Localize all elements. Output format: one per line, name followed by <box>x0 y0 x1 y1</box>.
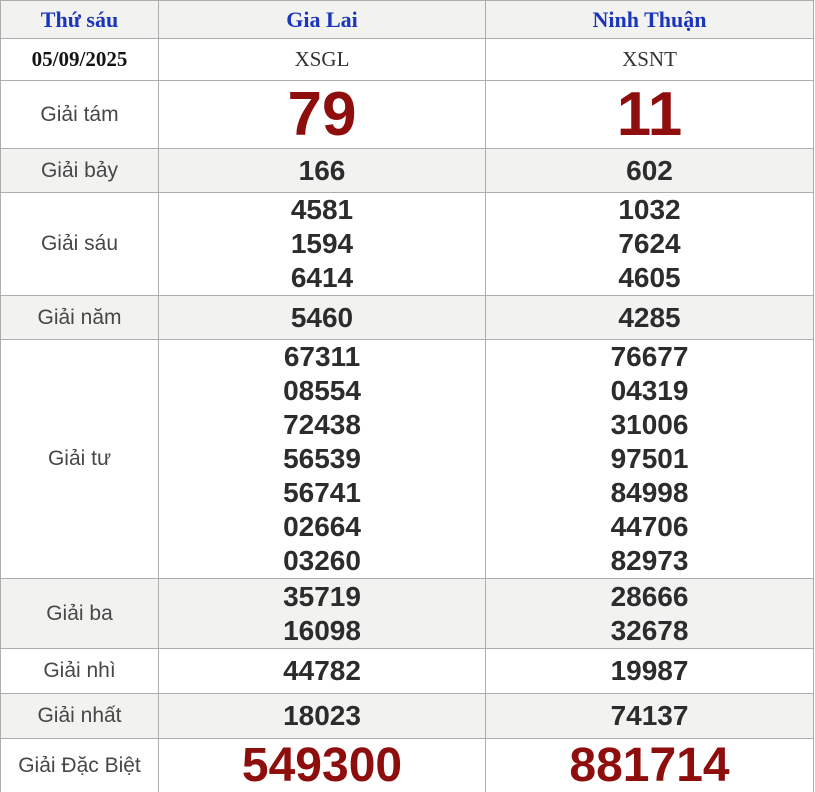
prize-number: 166 <box>298 154 346 186</box>
prize-values-gia-lai <box>159 193 486 296</box>
prize-number: 28666 <box>610 580 689 612</box>
prize-label: Giải nhì <box>1 649 159 694</box>
table-subheader-row <box>1 39 814 81</box>
prize-number: 03260 <box>283 545 361 576</box>
prize-values-gia-lai <box>159 149 486 193</box>
prize-values-ninh-thuan <box>486 579 814 649</box>
prize-number: 97501 <box>610 443 689 474</box>
station-code-xsgl: XSGL <box>159 39 486 81</box>
station-header-gia-lai: Gia Lai <box>159 1 486 39</box>
prize-row-sixth <box>1 193 814 296</box>
prize-number: 4605 <box>618 262 681 293</box>
prize-values-ninh-thuan <box>486 193 814 296</box>
prize-values-gia-lai <box>159 579 486 649</box>
prize-row-fifth <box>1 296 814 340</box>
prize-number: 1594 <box>290 228 354 259</box>
prize-number: 1032 <box>618 194 681 225</box>
prize-number: 35719 <box>283 580 361 612</box>
prize-label: Giải tư <box>1 340 159 579</box>
prize-label: Giải nhất <box>1 694 159 739</box>
prize-values-ninh-thuan <box>486 149 814 193</box>
prize-number: 44706 <box>610 511 689 542</box>
prize-number: 44782 <box>283 655 361 686</box>
prize-number: 84998 <box>610 477 689 508</box>
prize-number: 74137 <box>610 700 689 731</box>
prize-number: 56539 <box>283 443 361 474</box>
prize-values-ninh-thuan <box>486 694 814 739</box>
weekday-header: Thứ sáu <box>1 1 159 39</box>
prize-values-ninh-thuan <box>486 649 814 694</box>
prize-values-gia-lai <box>159 649 486 694</box>
prize-number: 5460 <box>290 301 354 333</box>
prize-values-ninh-thuan <box>486 340 814 579</box>
prize-values-gia-lai <box>159 739 486 792</box>
prize-values-gia-lai <box>159 81 486 149</box>
table-header-row <box>1 1 814 39</box>
prize-number: 16098 <box>283 614 361 646</box>
prize-number: 04319 <box>610 375 689 406</box>
station-header-ninh-thuan: Ninh Thuận <box>486 1 814 39</box>
prize-values-gia-lai <box>159 296 486 340</box>
prize-values-ninh-thuan <box>486 739 814 792</box>
prize-number: 11 <box>616 80 683 149</box>
station-code-xsnt: XSNT <box>486 39 814 81</box>
prize-values-ninh-thuan <box>486 296 814 340</box>
prize-row-seventh <box>1 149 814 193</box>
prize-number: 19987 <box>610 655 689 686</box>
prize-number: 7624 <box>618 228 681 259</box>
prize-number: 549300 <box>241 738 403 792</box>
prize-number: 79 <box>287 80 357 149</box>
prize-label: Giải Đặc Biệt <box>1 739 159 792</box>
prize-row-second <box>1 649 814 694</box>
prize-number: 18023 <box>283 700 361 731</box>
prize-number: 82973 <box>610 545 689 576</box>
prize-number: 67311 <box>283 341 361 372</box>
prize-number: 72438 <box>283 409 361 440</box>
prize-label: Giải sáu <box>1 193 159 296</box>
prize-values-ninh-thuan <box>486 81 814 149</box>
prize-number: 76677 <box>610 341 689 372</box>
prize-number: 31006 <box>610 409 689 440</box>
prize-number: 881714 <box>569 738 730 792</box>
prize-row-first <box>1 694 814 739</box>
prize-number: 56741 <box>283 477 361 508</box>
prize-number: 6414 <box>290 262 354 293</box>
prize-row-eighth <box>1 81 814 149</box>
prize-number: 02664 <box>283 511 361 542</box>
prize-label: Giải tám <box>1 81 159 149</box>
prize-number: 4581 <box>290 194 354 225</box>
prize-number: 08554 <box>283 375 361 406</box>
prize-label: Giải ba <box>1 579 159 649</box>
prize-row-special <box>1 739 814 792</box>
prize-row-fourth <box>1 340 814 579</box>
prize-number: 4285 <box>618 301 681 333</box>
prize-values-gia-lai <box>159 694 486 739</box>
prize-label: Giải năm <box>1 296 159 340</box>
draw-date: 05/09/2025 <box>1 39 159 81</box>
prize-label: Giải bảy <box>1 149 159 193</box>
prize-values-gia-lai <box>159 340 486 579</box>
prize-number: 32678 <box>610 614 689 646</box>
prize-row-third <box>1 579 814 649</box>
prize-number: 602 <box>626 154 673 186</box>
